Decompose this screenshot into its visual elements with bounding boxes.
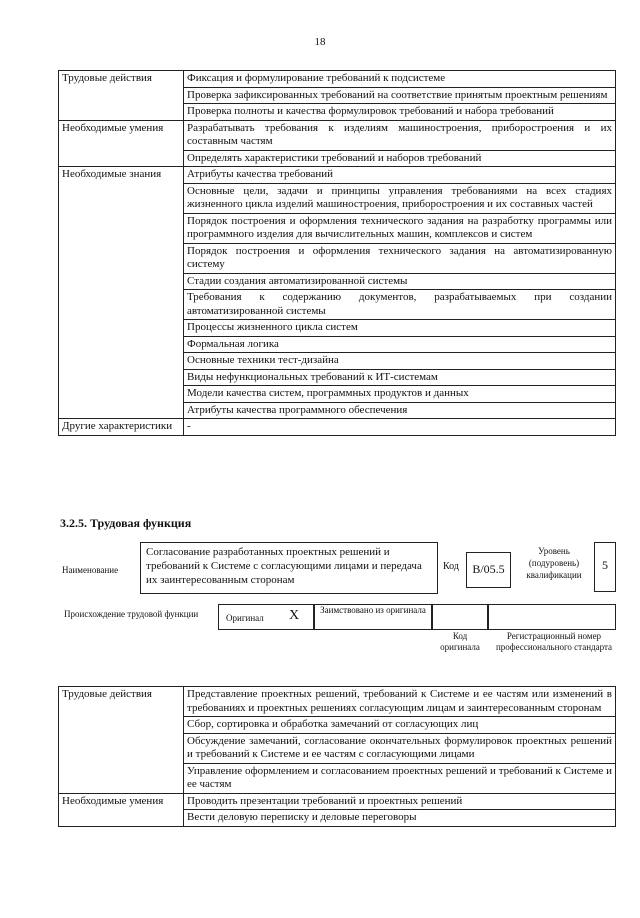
row-item: Разрабатывать требования к изделиям машиностроения, приборостроения и их составным частям — [184, 120, 616, 150]
row-item: Фиксация и формулирование требований к подсистеме — [184, 71, 616, 88]
original-code-cell — [432, 604, 488, 630]
table-row — [59, 687, 616, 717]
function-code-box: B/05.5 — [466, 552, 511, 588]
row-item: - — [184, 419, 616, 436]
row-label: Трудовые действия — [59, 687, 184, 794]
row-item: Формальная логика — [184, 336, 616, 353]
name-label: Наименование — [62, 565, 119, 575]
row-item: Управление оформлением и согласованием проектных решений и требований к Системе и ее частям — [184, 763, 616, 793]
borrowed-label: Заимствовано из оригинала — [320, 605, 426, 615]
function-details-table — [58, 686, 616, 827]
row-label: Другие характеристики — [59, 419, 184, 436]
table-row — [59, 71, 616, 88]
original-code-label: Код оригинала — [440, 631, 480, 652]
row-item: Проверка зафиксированных требований на соответствие принятым проектным решениям — [184, 87, 616, 104]
origin-label: Происхождение трудовой функции — [64, 609, 199, 619]
row-item: Основные техники тест-дизайна — [184, 353, 616, 370]
row-label: Необходимые умения — [59, 120, 184, 167]
table-row — [59, 419, 616, 436]
page-number: 18 — [314, 36, 326, 48]
row-label: Трудовые действия — [59, 71, 184, 121]
row-item: Стадии создания автоматизированной системы — [184, 273, 616, 290]
reg-number-cell — [488, 604, 616, 630]
row-item: Атрибуты качества программного обеспечения — [184, 402, 616, 419]
table-row — [59, 120, 616, 150]
row-label: Необходимые знания — [59, 167, 184, 419]
row-item: Атрибуты качества требований — [184, 167, 616, 184]
function-name-box: Согласование разработанных проектных решений и требований к Системе с согласующими лицами и передача их заинтересованным сторонам — [140, 542, 438, 594]
row-item: Виды нефункциональных требований к ИТ-системам — [184, 369, 616, 386]
row-item: Порядок построения и оформления технического задания на разработку программы или программного изделия для вычислительных машин, комплексов и систем — [184, 213, 616, 243]
row-item: Порядок построения и оформления технического задания на автоматизированную систему — [184, 243, 616, 273]
original-label: Оригинал — [226, 613, 264, 623]
row-item: Требования к содержанию документов, разрабатываемых при создании автоматизированной системы — [184, 290, 616, 320]
level-value-box: 5 — [594, 542, 616, 592]
requirements-table — [58, 70, 616, 436]
code-label: Код — [443, 561, 459, 572]
row-item: Обсуждение замечаний, согласование окончательных формулировок проектных решений и требований к Системе и ее частям с согласующими лицами — [184, 733, 616, 763]
row-item: Проверка полноты и качества формулировок требований и набора требований — [184, 104, 616, 121]
row-item: Вести деловую переписку и деловые переговоры — [184, 810, 616, 827]
row-item: Проводить презентации требований и проектных решений — [184, 793, 616, 810]
row-label: Необходимые умения — [59, 793, 184, 826]
table-row — [59, 793, 616, 810]
row-item: Определять характеристики требований и наборов требований — [184, 150, 616, 167]
row-item: Основные цели, задачи и принципы управления требованиями на всех стадиях жизненного цикла изделий машиностроения, приборостроения и их составных частей — [184, 183, 616, 213]
section-title: 3.2.5. Трудовая функция — [60, 516, 192, 530]
row-item: Модели качества систем, программных продуктов и данных — [184, 386, 616, 403]
level-label: Уровень (подуровень) квалификации — [526, 546, 582, 580]
original-mark: X — [289, 608, 300, 623]
reg-number-label: Регистрационный номер профессионального стандарта — [495, 631, 613, 652]
row-item: Сбор, сортировка и обработка замечаний от согласующих лиц — [184, 717, 616, 734]
table-row — [59, 167, 616, 184]
row-item: Представление проектных решений, требований к Системе и ее частям или изменений в требованиях и проектных решениях согласующим лицам и заинтересованным сторонам — [184, 687, 616, 717]
row-item: Процессы жизненного цикла систем — [184, 320, 616, 337]
